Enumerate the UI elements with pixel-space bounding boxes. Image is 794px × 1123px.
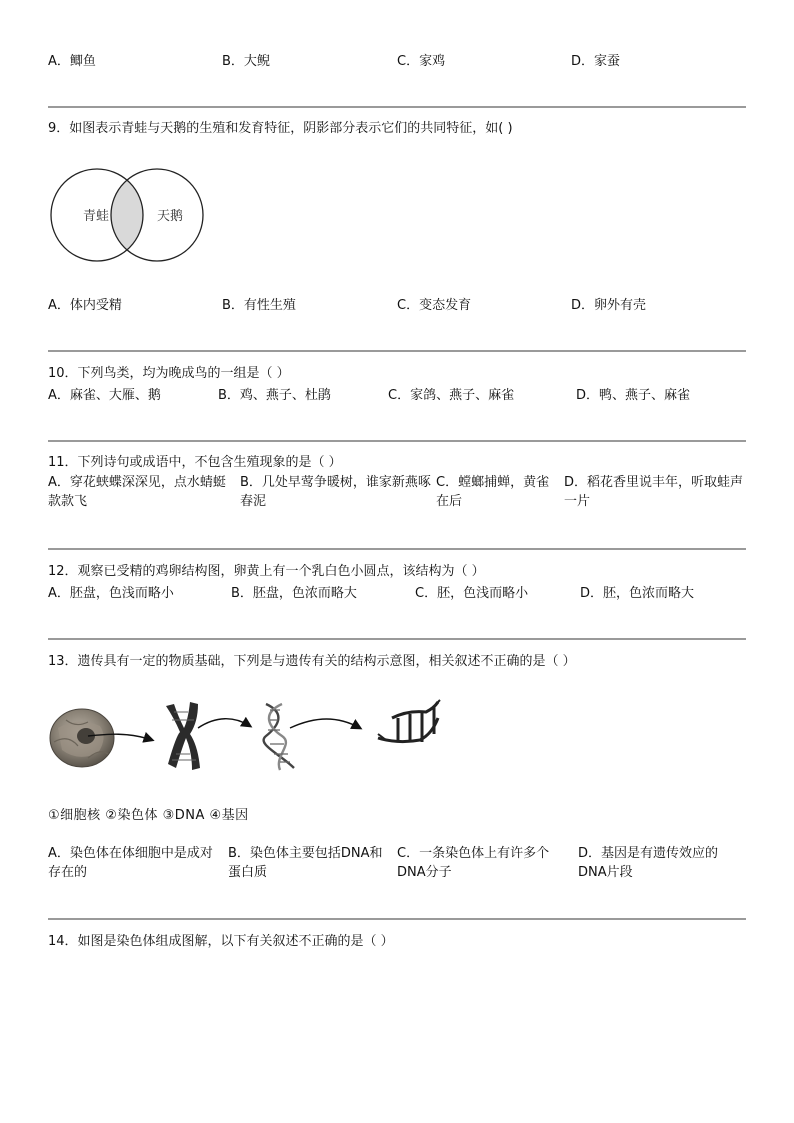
q13-stem: 13．遗传具有一定的物质基础，下列是与遗传有关的结构示意图，相关叙述不正确的是（ ） (48, 654, 576, 669)
divider (48, 350, 746, 352)
venn-left-label: 青蛙 (83, 209, 110, 224)
q12-option-b[interactable]: B．胚盘，色浓而略大 (231, 586, 357, 601)
q10-stem: 10．下列鸟类，均为晚成鸟的一组是（ ） (48, 366, 290, 381)
q11-option-d[interactable]: D．稻花香里说丰年，听取蛙声一片 (564, 475, 744, 509)
q9-option-b[interactable]: B．有性生殖 (222, 298, 296, 313)
q10-option-a[interactable]: A．麻雀、大雁、鹅 (48, 388, 161, 403)
q13-option-d[interactable]: D．基因是有遗传效应的DNA片段 (578, 846, 719, 880)
q10-option-c[interactable]: C．家鸽、燕子、麻雀 (388, 388, 515, 403)
divider (48, 548, 746, 550)
q11-option-c[interactable]: C．螳螂捕蝉，黄雀在后 (436, 475, 550, 509)
gene-segment-icon (378, 700, 440, 742)
q8-option-d[interactable]: D．家蚕 (571, 54, 621, 69)
q11-option-a[interactable]: A．穿花蛱蝶深深见，点水蜻蜓款款飞 (48, 475, 226, 509)
q12-stem: 12．观察已受精的鸡卵结构图，卵黄上有一个乳白色小圆点，该结构为（ ） (48, 564, 485, 579)
q13-option-c[interactable]: C．一条染色体上有许多个DNA分子 (397, 846, 550, 880)
divider (48, 106, 746, 108)
q13-figure-caption: ①细胞核 ②染色体 ③DNA ④基因 (48, 808, 249, 823)
heredity-structure-figure (48, 698, 443, 776)
q14-stem: 14．如图是染色体组成图解，以下有关叙述不正确的是（ ） (48, 934, 394, 949)
divider (48, 918, 746, 920)
q12-option-a[interactable]: A．胚盘，色浅而略小 (48, 586, 174, 601)
q10-option-d[interactable]: D．鸭、燕子、麻雀 (576, 388, 691, 403)
venn-right-label: 天鹅 (157, 209, 184, 224)
arrow-icon (198, 719, 250, 728)
q13-option-a[interactable]: A．染色体在体细胞中是成对存在的 (48, 846, 213, 880)
q11-stem: 11．下列诗句或成语中，不包含生殖现象的是（ ） (48, 455, 342, 470)
cell-nucleus-icon (50, 709, 114, 767)
q9-option-a[interactable]: A．体内受精 (48, 298, 122, 313)
q8-option-a[interactable]: A．鲫鱼 (48, 54, 96, 69)
q8-option-b[interactable]: B．大鲵 (222, 54, 270, 69)
q13-option-b[interactable]: B．染色体主要包括DNA和蛋白质 (228, 846, 383, 880)
q12-option-c[interactable]: C．胚，色浅而略小 (415, 586, 529, 601)
q10-option-b[interactable]: B．鸡、燕子、杜鹃 (218, 388, 331, 403)
q9-stem: 9．如图表示青蛙与天鹅的生殖和发育特征，阴影部分表示它们的共同特征，如( ) (48, 121, 513, 136)
q8-option-c[interactable]: C．家鸡 (397, 54, 446, 69)
q9-option-d[interactable]: D．卵外有壳 (571, 298, 647, 313)
dna-helix-icon (264, 704, 294, 770)
venn-diagram (50, 168, 205, 262)
q11-option-b[interactable]: B．几处早莺争暖树，谁家新燕啄春泥 (240, 475, 431, 509)
q12-option-d[interactable]: D．胚，色浓而略大 (580, 586, 695, 601)
q9-option-c[interactable]: C．变态发育 (397, 298, 472, 313)
divider (48, 440, 746, 442)
divider (48, 638, 746, 640)
arrow-icon (290, 719, 360, 728)
chromosome-icon (166, 702, 200, 770)
